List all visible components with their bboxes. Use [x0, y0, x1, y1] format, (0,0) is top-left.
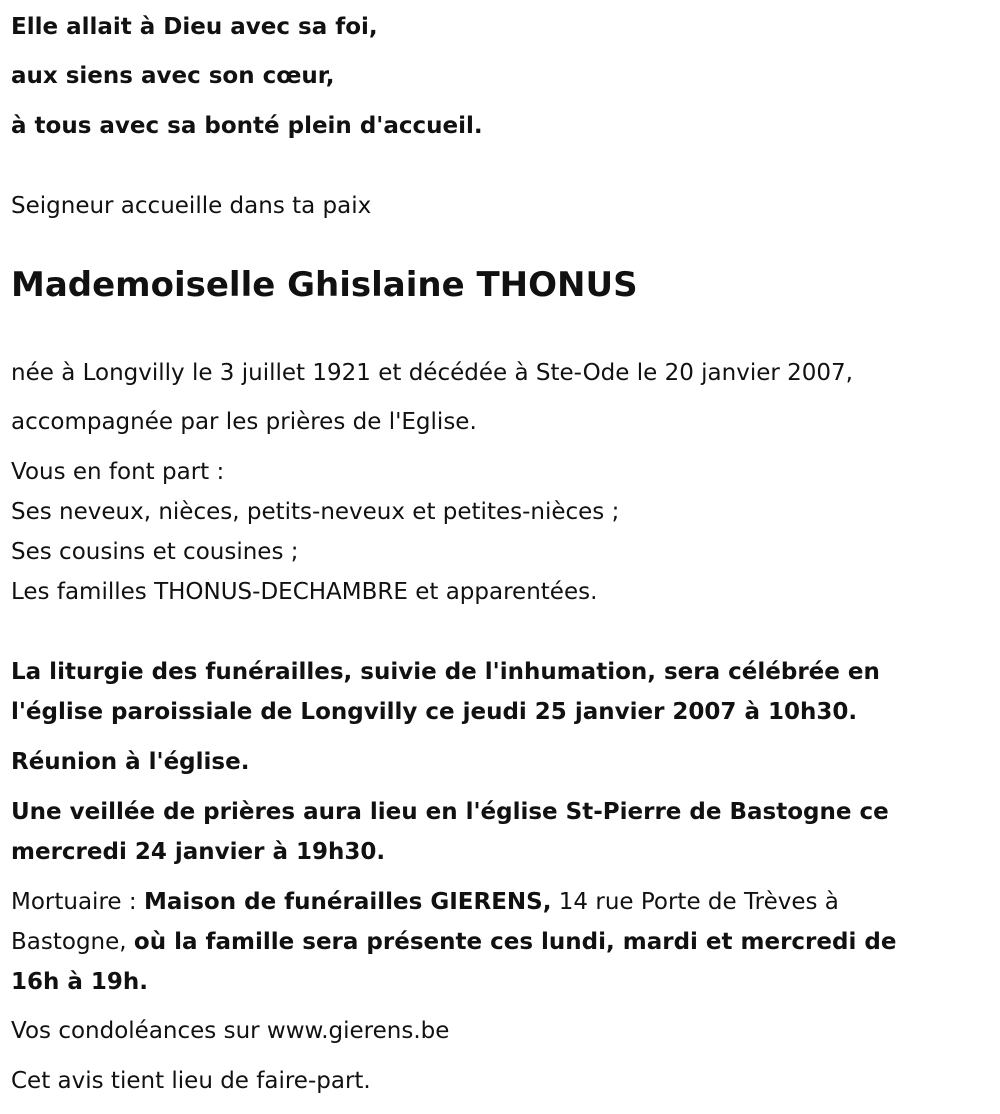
meeting-line: Réunion à l'église. [11, 749, 250, 775]
mortuary-line-2 [11, 928, 896, 956]
condolences-line: Vos condoléances sur www.gierens.be [11, 1018, 450, 1044]
family-line-1: Ses neveux, nièces, petits-neveux et petites-nièces ; [11, 499, 620, 525]
vigil-line-2: mercredi 24 janvier à 19h30. [11, 839, 386, 865]
poem-line-2: aux siens avec son cœur, [11, 63, 335, 89]
family-intro: Vous en font part : [11, 459, 225, 485]
family-line-3: Les familles THONUS-DECHAMBRE et apparentées. [11, 579, 598, 605]
birth-death-line-1: née à Longvilly le 3 juillet 1921 et décédée à Ste-Ode le 20 janvier 2007, [11, 360, 853, 386]
family-presence-hours: 16h à 19h. [11, 969, 149, 995]
mortuary-label: Mortuaire : [11, 889, 144, 915]
prayer-line: Seigneur accueille dans ta paix [11, 193, 372, 219]
poem-line-3: à tous avec sa bonté plein d'accueil. [11, 113, 483, 139]
funeral-home-city: Bastogne, [11, 929, 134, 955]
family-presence: où la famille sera présente ces lundi, mardi et mercredi de [133, 929, 897, 955]
family-line-2: Ses cousins et cousines ; [11, 539, 299, 565]
funeral-home-name: Maison de funérailles GIERENS, [143, 889, 552, 915]
notice-line: Cet avis tient lieu de faire-part. [11, 1068, 371, 1094]
vigil-line-1: Une veillée de prières aura lieu en l'église St-Pierre de Bastogne ce [11, 799, 889, 825]
liturgy-line-2: l'église paroissiale de Longvilly ce jeudi 25 janvier 2007 à 10h30. [11, 699, 858, 725]
birth-death-line-2: accompagnée par les prières de l'Eglise. [11, 409, 477, 435]
poem-line-1: Elle allait à Dieu avec sa foi, [11, 14, 378, 40]
deceased-name: Mademoiselle Ghislaine THONUS [11, 265, 638, 305]
funeral-home-address: 14 rue Porte de Trèves à [551, 889, 839, 915]
liturgy-line-1: La liturgie des funérailles, suivie de l'inhumation, sera célébrée en [11, 659, 880, 685]
mortuary-line-1 [11, 888, 839, 916]
